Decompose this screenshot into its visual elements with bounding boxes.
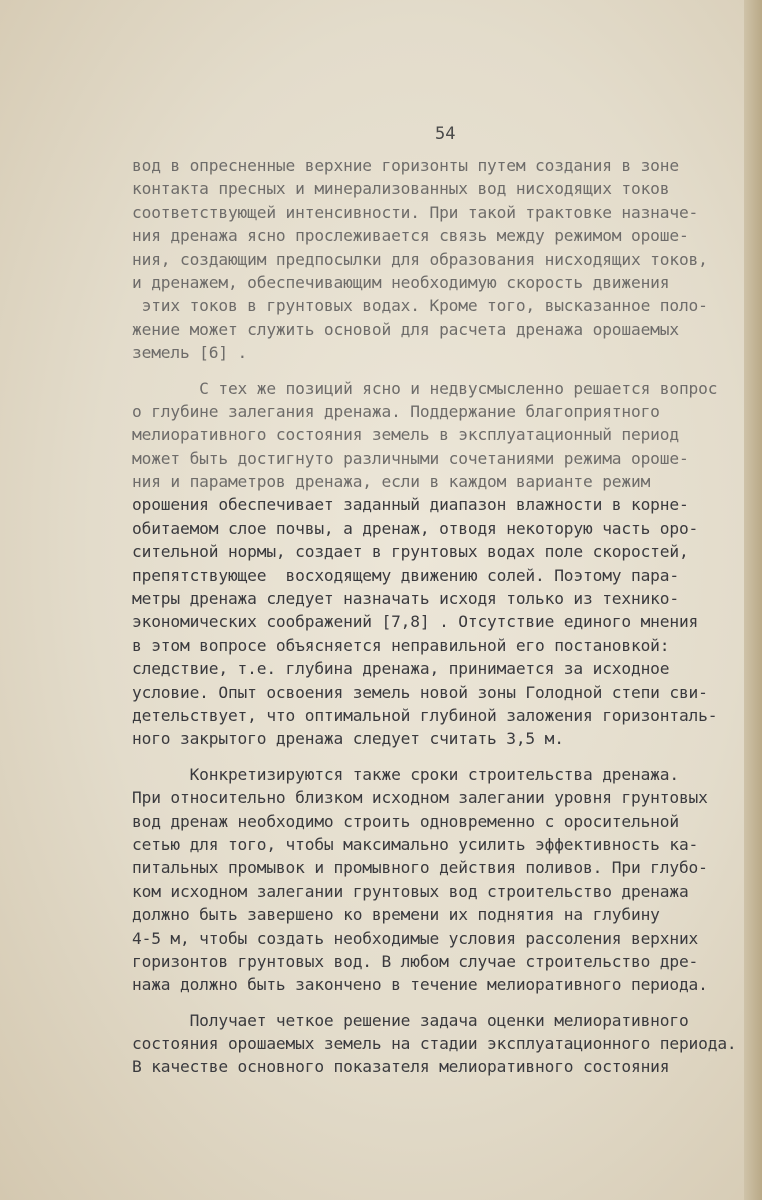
- text-line: детельствует, что оптимальной глубиной заложения горизонталь-: [132, 705, 718, 725]
- text-line: мелиоративного состояния земель в эксплуатационный период: [132, 425, 679, 445]
- text-line: ния и параметров дренажа, если в каждом варианте режим: [132, 472, 651, 492]
- paragraph-gap: [132, 751, 752, 763]
- text-line: ком исходном залегании грунтовых вод строительство дренажа: [132, 881, 689, 901]
- text-line: В качестве основного показателя мелиоративного состояния: [132, 1057, 670, 1077]
- text-line: ния дренажа ясно прослеживается связь между режимом ороше-: [132, 226, 689, 246]
- text-line: может быть достигнуто различными сочетаниями режима ороше-: [132, 448, 689, 468]
- text-line: горизонтов грунтовых вод. В любом случае строительство дре-: [132, 951, 699, 971]
- text-line: экономических соображений [7,8] . Отсутствие единого мнения: [132, 612, 699, 632]
- text-line: условие. Опыт освоения земель новой зоны Голодной степи сви-: [132, 682, 708, 702]
- text-line: С тех же позиций ясно и недвусмысленно решается вопрос: [132, 378, 718, 398]
- text-line: и дренажем, обеспечивающим необходимую скорость движения: [132, 272, 670, 292]
- text-line: орошения обеспечивает заданный диапазон влажности в корне-: [132, 495, 689, 515]
- text-line: о глубине залегания дренажа. Поддержание благоприятного: [132, 401, 660, 421]
- text-line: сетью для того, чтобы максимально усилить эффективность ка-: [132, 834, 699, 854]
- text-line: ного закрытого дренажа следует считать 3,5 м.: [132, 729, 564, 749]
- text-line: этих токов в грунтовых водах. Кроме того, высказанное поло-: [132, 296, 708, 316]
- text-line: Конкретизируются также сроки строительства дренажа.: [132, 764, 679, 784]
- text-line: ния, создающим предпосылки для образования нисходящих токов,: [132, 249, 708, 269]
- text-line: 4-5 м, чтобы создать необходимые условия рассоления верхних: [132, 928, 699, 948]
- text-line: вод в опресненные верхние горизонты путем создания в зоне: [132, 156, 679, 175]
- text-line: земель [6] .: [132, 343, 248, 363]
- page-number: 54: [435, 124, 456, 144]
- text-line: сительной нормы, создает в грунтовых водах поле скоростей,: [132, 542, 689, 562]
- text-line: жение может служить основой для расчета дренажа орошаемых: [132, 319, 679, 339]
- text-line: обитаемом слое почвы, а дренаж, отводя некоторую часть оро-: [132, 518, 699, 538]
- text-line: метры дренажа следует назначать исходя только из технико-: [132, 589, 679, 609]
- text-line: Получает четкое решение задача оценки мелиоративного: [132, 1010, 689, 1030]
- text-line: соответствующей интенсивности. При такой трактовке назначе-: [132, 202, 699, 222]
- text-line: следствие, т.е. глубина дренажа, принимается за исходное: [132, 659, 670, 679]
- text-line: При относительно близком исходном залегании уровня грунтовых: [132, 788, 708, 808]
- typewritten-text: [132, 154, 752, 1079]
- text-line: должно быть завершено ко времени их поднятия на глубину: [132, 905, 660, 925]
- text-line: контакта пресных и минерализованных вод нисходящих токов: [132, 179, 670, 199]
- text-line: вод дренаж необходимо строить одновременно с оросительной: [132, 811, 679, 831]
- paragraph-gap: [132, 365, 752, 377]
- text-line: препятствующее восходящему движению солей. Поэтому пара-: [132, 565, 679, 585]
- text-line: нажа должно быть закончено в течение мелиоративного периода.: [132, 975, 708, 995]
- text-line: в этом вопросе объясняется неправильной его постановкой:: [132, 635, 670, 655]
- text-line: состояния орошаемых земель на стадии эксплуатационного периода.: [132, 1034, 737, 1054]
- text-line: питальных промывок и промывного действия поливов. При глубо-: [132, 858, 708, 878]
- paragraph-gap: [132, 997, 752, 1009]
